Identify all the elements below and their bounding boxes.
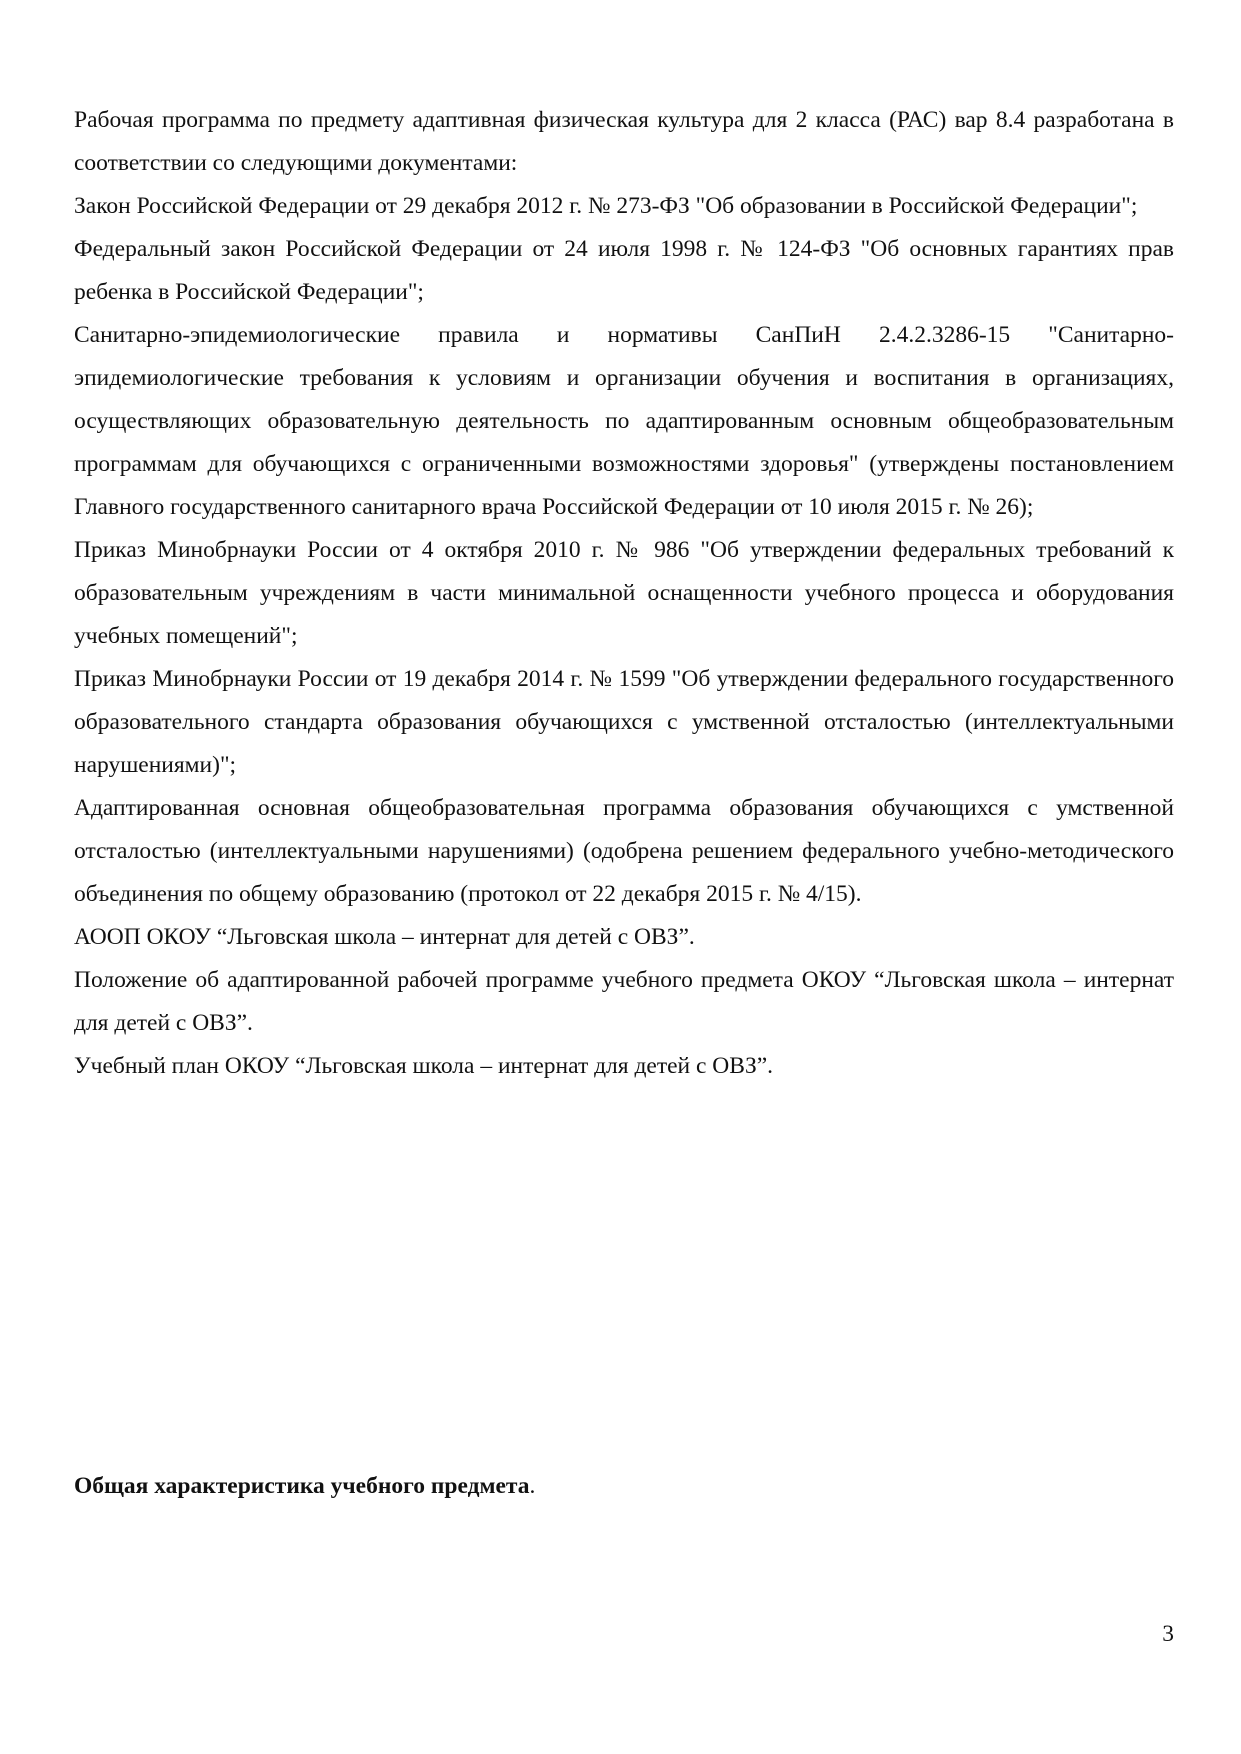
document-body [74,99,1174,1088]
section-heading-text: Общая характеристика учебного предмета [74,1473,530,1499]
paragraph-order-1599: Приказ Минобрнауки России от 19 декабря 2014 г. № 1599 "Об утверждении федерального государственного образовательного стандарта образования обучающихся с умственной отсталостью (интеллектуальными нарушениями)"; [74,666,1174,778]
paragraph-order-986: Приказ Минобрнауки России от 4 октября 2010 г. № 986 "Об утверждении федеральных требований к образовательным учреждениям в части минимальной оснащенности учебного процесса и оборудования учебных помещений"; [74,537,1174,649]
paragraph-law-education: Закон Российской Федерации от 29 декабря 2012 г. № 273-ФЗ "Об образовании в Российской Федерации"; [74,193,1138,219]
paragraph-aoop: АООП ОКОУ “Льговская школа – интернат для детей с ОВЗ”. [74,924,695,950]
paragraph-regulation: Положение об адаптированной рабочей программе учебного предмета ОКОУ “Льговская школа – интернат для детей с ОВЗ”. [74,967,1174,1036]
paragraph-sanpin: Санитарно-эпидемиологические правила и нормативы СанПиН 2.4.2.3286-15 "Санитарно-эпидемиологические требования к условиям и организации обучения и воспитания в организациях, осуществляющих образовательную деятельность по адаптированным основным общеобразовательным программам для обучающихся с ограниченными возможностями здоровья" (утверждены постановлением Главного государственного санитарного врача Российской Федерации от 10 июля 2015 г. № 26); [74,322,1174,520]
paragraph-intro: Рабочая программа по предмету адаптивная физическая культура для 2 класса (РАС) вар 8.4 разработана в соответствии со следующими документами: [74,107,1174,176]
paragraph-curriculum: Учебный план ОКОУ “Льговская школа – интернат для детей с ОВЗ”. [74,1053,774,1079]
section-heading-period: . [529,1473,536,1499]
paragraph-adapted-program: Адаптированная основная общеобразовательная программа образования обучающихся с умственной отсталостью (интеллектуальными нарушениями) (одобрена решением федерального учебно-методического объединения по общему образованию (протокол от 22 декабря 2015 г. № 4/15). [74,795,1174,907]
paragraph-law-child-rights: Федеральный закон Российской Федерации от 24 июля 1998 г. № 124-ФЗ "Об основных гарантиях прав ребенка в Российской Федерации"; [74,236,1174,305]
section-heading [74,1465,535,1508]
page-number: 3 [1162,1621,1174,1647]
